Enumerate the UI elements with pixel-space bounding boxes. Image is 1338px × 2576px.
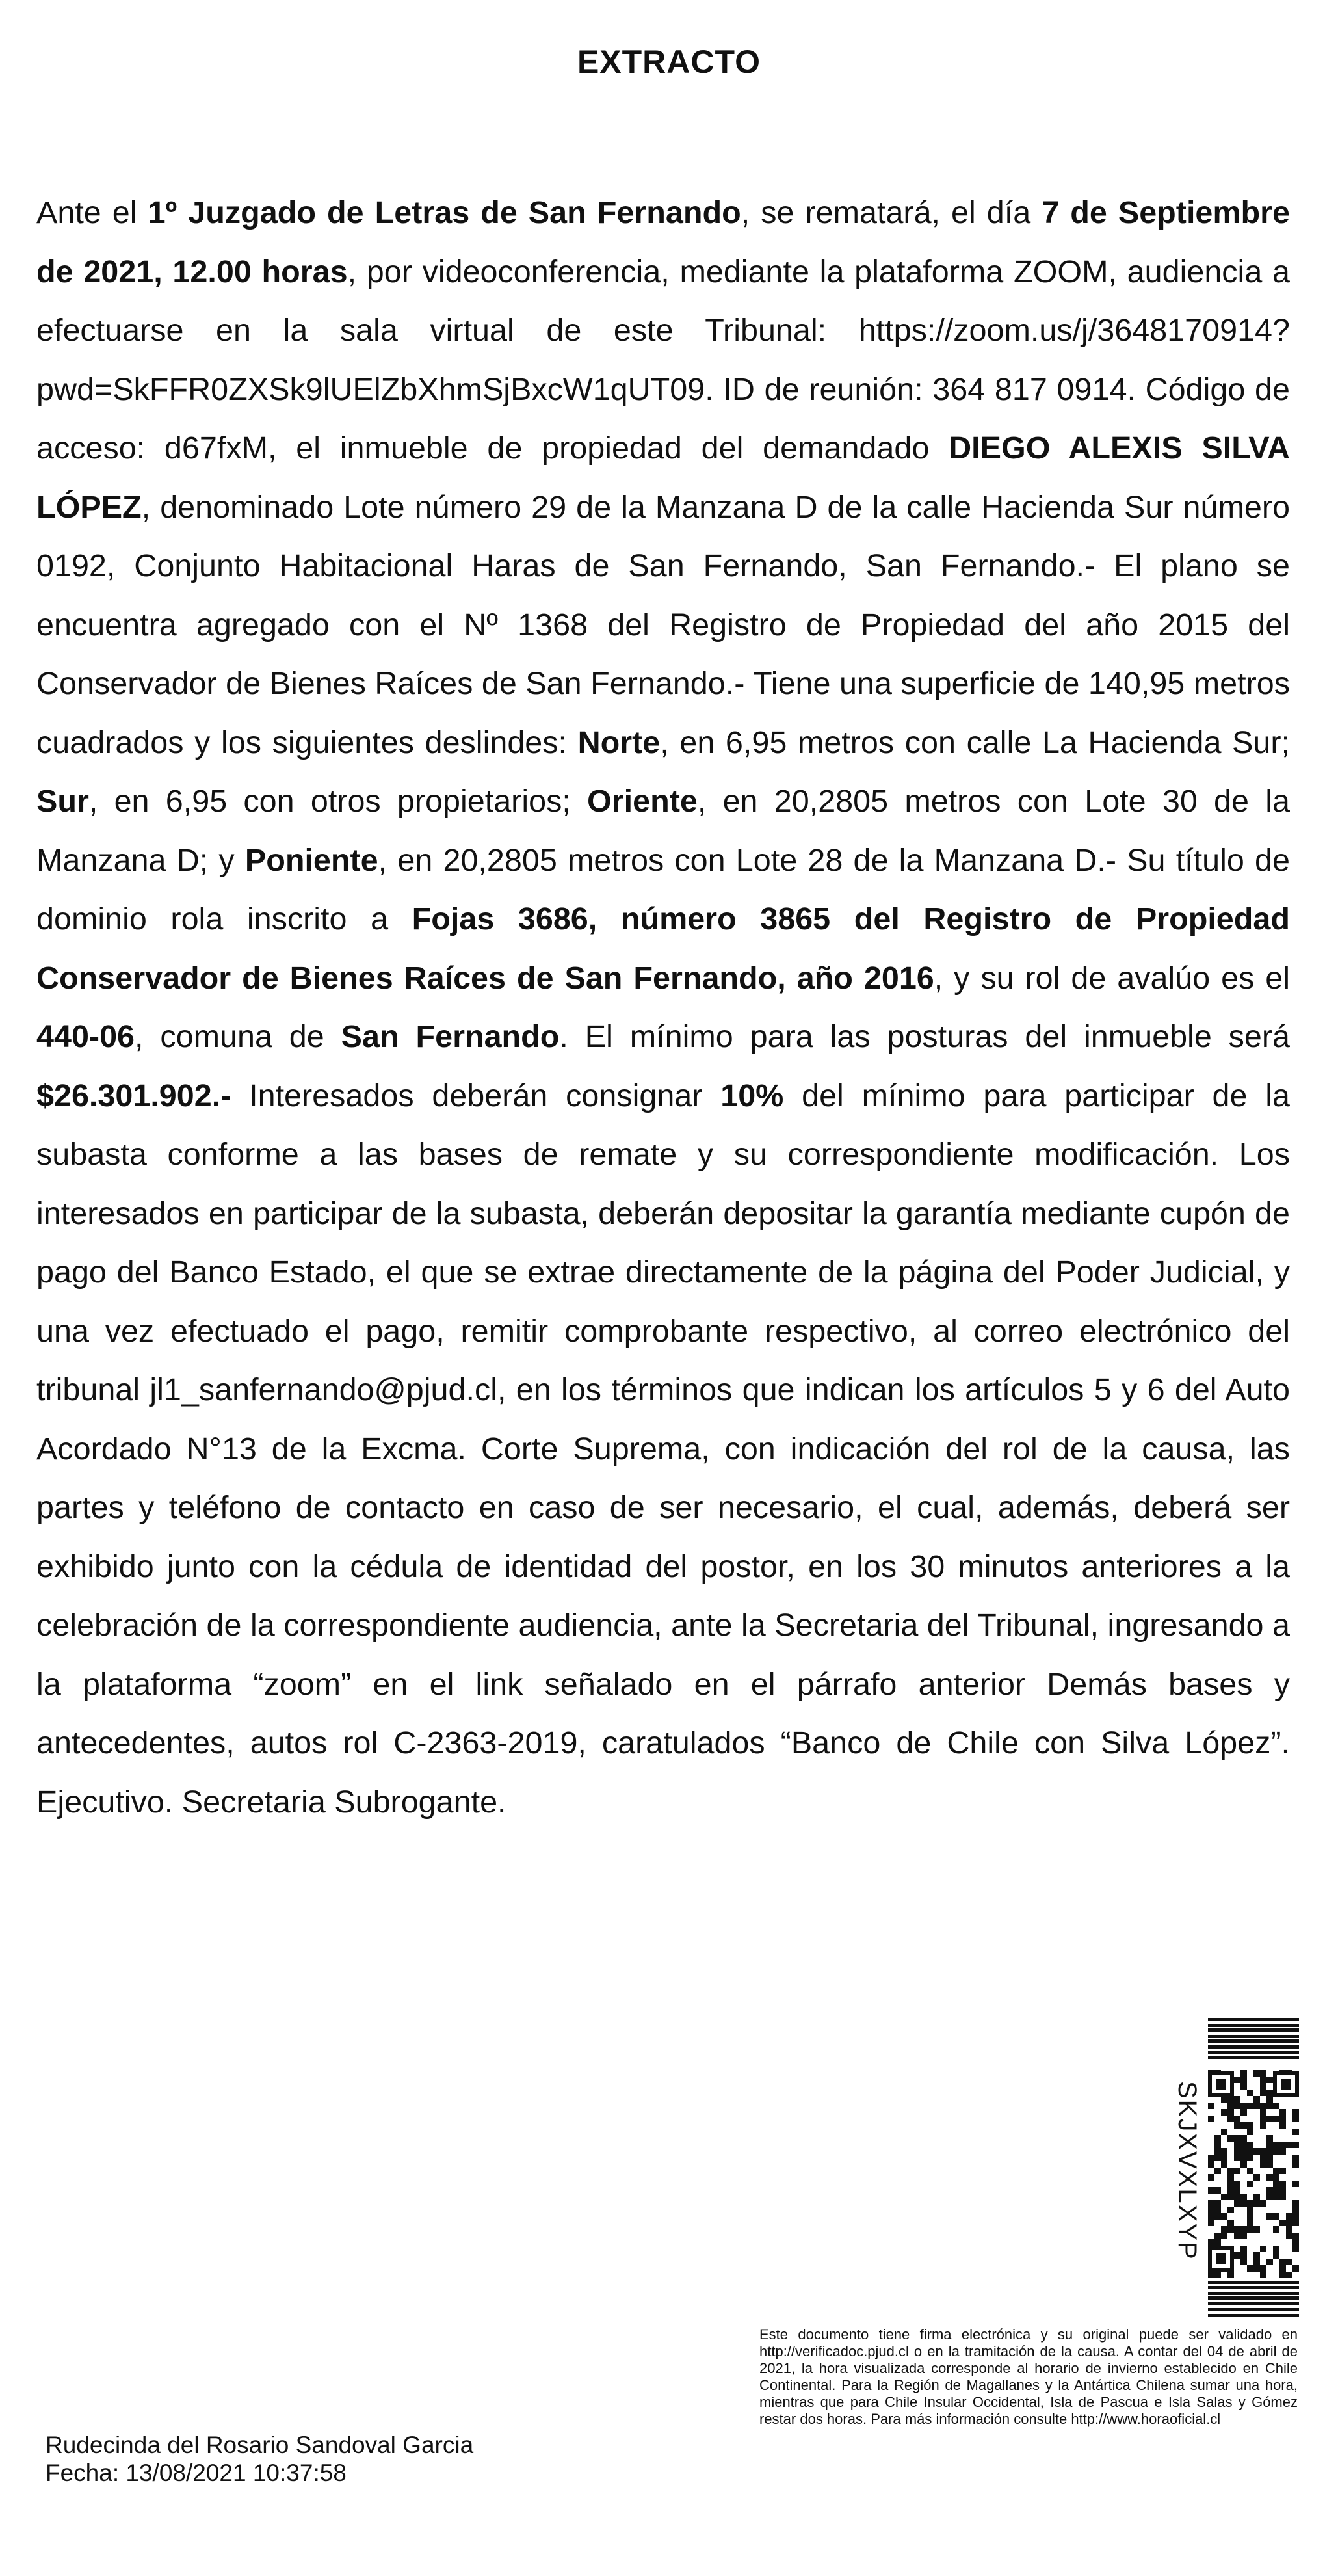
body-bold-text: Sur	[36, 784, 89, 819]
signature-date: Fecha: 13/08/2021 10:37:58	[46, 2460, 347, 2486]
signature-block	[46, 2431, 473, 2487]
body-text-segment: , en 20,2805 metros con Lote 28 de la Manzana D.- Su título de dominio rola inscrito a	[36, 842, 1290, 936]
body-text-segment: Ante el	[36, 195, 148, 230]
body-text-segment: , en 6,95 con otros propietarios;	[88, 784, 588, 819]
body-bold-text: 10%	[720, 1078, 784, 1113]
body-bold-text: 7 de Septiembre de 2021, 12.00 horas	[36, 195, 1291, 289]
body-bold-text: $26.301.902.-	[36, 1078, 231, 1113]
body-bold-text: San Fernando	[341, 1019, 560, 1054]
body-text-segment: , en 20,2805 metros con Lote 30 de la Manzana D; y	[36, 784, 1290, 878]
body-text-segment: , y su rol de avalúo es el	[934, 960, 1290, 996]
body-text-segment: , en 6,95 metros con calle La Hacienda Sur;	[660, 724, 1290, 760]
verification-code: SKJXVXLXYP	[1173, 2081, 1201, 2261]
body-text-segment: , comuna de	[135, 1019, 341, 1054]
electronic-signature-note: Este documento tiene firma electrónica y su original puede ser validado en http://verificadoc.pjud.cl o en la tramitación de la causa. A contar del 04 de abril de 2021, la hora visualizada corresponde al horario de invierno establecido en Chile Continental. Para la Región de Magallanes y la Antártica Chilena sumar una hora, mientras que para Chile Insular Occidental, Isla de Pascua e Isla Salas y Gómez restar dos horas. Para más información consulte http://www.horaoficial.cl	[759, 2326, 1298, 2427]
body-text-segment: del mínimo para participar de la subasta conforme a las bases de remate y su correspondiente modificación. Los interesados en participar de la subasta, deberán depositar la garantía mediante cupón de pago del Banco Estado, el que se extrae directamente de la página del Poder Judicial, y una vez efectuado el pago, remitir comprobante respectivo, al correo electrónico del tribunal jl1_sanfernando@pjud.cl, en los términos que indican los artículos 5 y 6 del Auto Acordado N°13 de la Excma. Corte Suprema, con indicación del rol de la causa, las partes y teléfono de contacto en caso de ser necesario, el cual, además, deberá ser exhibido junto con la cédula de identidad del postor, en los 30 minutos anteriores a la celebración de la correspondiente audiencia, ante la Secretaria del Tribunal, ingresando a la plataforma “zoom” en el link señalado en el párrafo anterior Demás bases y antecedentes, autos rol C-2363-2019, caratulados “Banco de Chile con Silva López”. Ejecutivo. Secretaria Subrogante.	[36, 1078, 1291, 1820]
body-bold-text: Norte	[577, 724, 661, 760]
document-title: EXTRACTO	[577, 44, 761, 80]
body-text-segment: , denominado Lote número 29 de la Manzana D de la calle Hacienda Sur número 0192, Conjunto Habitacional Haras de San Fernando, San Fernando.- El plano se encuentra agregado con el Nº 1368 del Registro de Propiedad del año 2015 del Conservador de Bienes Raíces de San Fernando.- Tiene una superficie de 140,95 metros cuadrados y los siguientes deslindes:	[36, 489, 1290, 760]
body-text-segment: , por videoconferencia, mediante la plataforma ZOOM, audiencia a efectuarse en la sala virtual de este Tribunal: https://zoom.us/j/3648170914?pwd=SkFFR0ZXSk9lUElZbXhmSjBxcW1qUT09. ID de reunión: 364 817 0914. Código de acceso: d67fxM, el inmueble de propiedad del demandado	[36, 254, 1290, 466]
document-body	[36, 183, 1290, 1831]
signer-name: Rudecinda del Rosario Sandoval Garcia	[46, 2432, 474, 2458]
body-text-segment: , se rematará, el día	[741, 195, 1042, 230]
body-bold-text: Poniente	[244, 842, 378, 878]
verification-qr-code-icon	[1208, 2018, 1299, 2318]
body-bold-text: 440-06	[36, 1019, 135, 1054]
body-bold-text: Oriente	[587, 784, 698, 819]
body-bold-text: Fojas 3686, número 3865 del Registro de Propiedad Conservador de Bienes Raíces de San Fernando, año 2016	[36, 901, 1290, 996]
body-text-segment: . El mínimo para las posturas del inmueble será	[559, 1019, 1291, 1054]
body-bold-text: DIEGO ALEXIS SILVA LÓPEZ	[36, 431, 1290, 525]
body-text-segment: Interesados deberán consignar	[231, 1078, 721, 1113]
body-bold-text: 1º Juzgado de Letras de San Fernando	[148, 195, 741, 230]
